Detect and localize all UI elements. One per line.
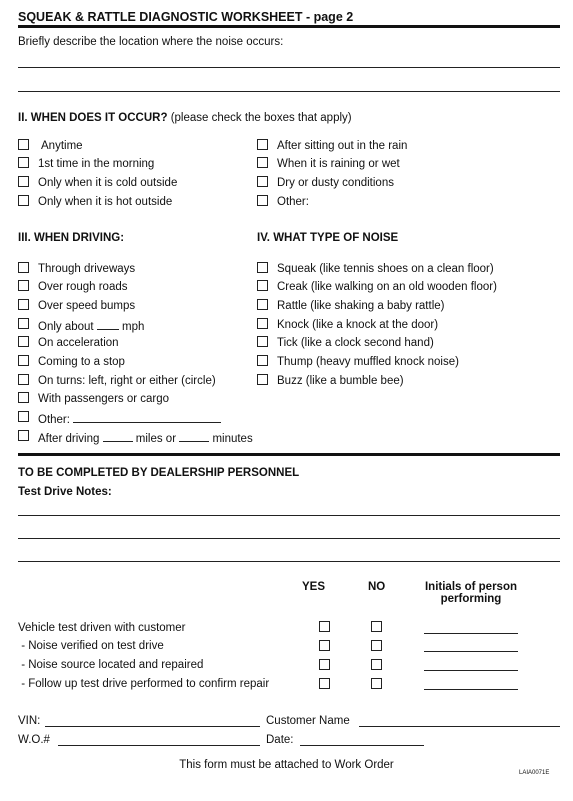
wo-field[interactable]	[58, 745, 260, 746]
checkbox[interactable]	[257, 299, 268, 310]
wo-label: W.O.#	[18, 734, 50, 746]
mph-label: mph	[122, 321, 145, 333]
noise-label: Knock (like a knock at the door)	[277, 319, 439, 331]
checkbox[interactable]	[257, 374, 268, 385]
occur-label: Only when it is hot outside	[38, 196, 173, 208]
col-yes: YES	[302, 581, 326, 593]
driving-label: Over speed bumps	[38, 300, 136, 312]
checkbox[interactable]	[18, 280, 29, 291]
notes-line-2[interactable]	[18, 538, 560, 539]
col-initials-1: Initials of person	[424, 581, 517, 593]
notes-line-3[interactable]	[18, 561, 560, 562]
section4-heading: IV. WHAT TYPE OF NOISE	[257, 232, 399, 244]
driving-label	[38, 412, 221, 426]
driving-label-text: After driving	[38, 433, 100, 445]
occur-label: After sitting out in the rain	[277, 140, 408, 152]
checkbox[interactable]	[18, 336, 29, 347]
checkbox[interactable]	[18, 411, 29, 422]
driving-label: Through driveways	[38, 263, 136, 275]
checkbox[interactable]	[18, 355, 29, 366]
location-line-2[interactable]	[18, 91, 560, 92]
occur-label: Dry or dusty conditions	[277, 177, 394, 189]
dealer-row-yes-checkbox[interactable]	[319, 659, 330, 670]
checkbox[interactable]	[257, 195, 268, 206]
driving-label: With passengers or cargo	[38, 393, 170, 405]
noise-label: Tick (like a clock second hand)	[277, 337, 434, 349]
dealer-row-no-checkbox[interactable]	[371, 640, 382, 651]
dealer-rule	[18, 453, 560, 456]
page-title: SQUEAK & RATTLE DIAGNOSTIC WORKSHEET - page 2	[18, 10, 354, 24]
checkbox[interactable]	[257, 176, 268, 187]
occur-label: 1st time in the morning	[38, 158, 155, 170]
checkbox[interactable]	[257, 280, 268, 291]
occur-label: Anytime	[41, 140, 83, 152]
driving-label	[38, 431, 253, 445]
checkbox[interactable]	[18, 299, 29, 310]
occur-label: Other:	[277, 196, 309, 208]
dealer-heading: TO BE COMPLETED BY DEALERSHIP PERSONNEL	[18, 467, 300, 479]
checkbox[interactable]	[18, 374, 29, 385]
checkbox[interactable]	[257, 355, 268, 366]
form-code: LAIA0071E	[519, 770, 550, 776]
checkbox[interactable]	[257, 262, 268, 273]
col-initials-2: performing	[440, 593, 502, 605]
date-field[interactable]	[300, 745, 424, 746]
dealer-row-no-checkbox[interactable]	[371, 621, 382, 632]
driving-label: Coming to a stop	[38, 356, 125, 368]
customer-name-label: Customer Name	[266, 715, 350, 727]
header-rule	[18, 25, 560, 28]
dealer-row-yes-checkbox[interactable]	[319, 678, 330, 689]
checkbox[interactable]	[257, 139, 268, 150]
location-prompt: Briefly describe the location where the noise occurs:	[18, 36, 284, 48]
occur-label: Only when it is cold outside	[38, 177, 178, 189]
section2-note: (please check the boxes that apply)	[167, 112, 352, 124]
checkbox[interactable]	[257, 336, 268, 347]
dealer-row-label: - Follow up test drive performed to confirm repair	[18, 678, 270, 690]
dealer-row-no-checkbox[interactable]	[371, 659, 382, 670]
minutes-blank[interactable]	[179, 431, 209, 442]
location-line-1[interactable]	[18, 67, 560, 68]
checkbox[interactable]	[257, 157, 268, 168]
noise-label: Thump (heavy muffled knock noise)	[277, 356, 459, 368]
mph-blank[interactable]	[97, 319, 119, 330]
section2-heading: II. WHEN DOES IT OCCUR?	[18, 112, 168, 124]
noise-label: Rattle (like shaking a baby rattle)	[277, 300, 445, 312]
dealer-row-label: Vehicle test driven with customer	[18, 622, 186, 634]
dealer-row-yes-checkbox[interactable]	[319, 621, 330, 632]
checkbox[interactable]	[257, 318, 268, 329]
dealer-row-no-checkbox[interactable]	[371, 678, 382, 689]
checkbox[interactable]	[18, 139, 29, 150]
driving-label: On acceleration	[38, 337, 119, 349]
noise-label: Squeak (like tennis shoes on a clean floor)	[277, 263, 494, 275]
test-drive-notes-label: Test Drive Notes:	[18, 486, 112, 498]
other-blank[interactable]	[73, 412, 221, 423]
noise-label: Creak (like walking on an old wooden floor)	[277, 281, 497, 293]
miles-blank[interactable]	[103, 431, 133, 442]
checkbox[interactable]	[18, 430, 29, 441]
checkbox[interactable]	[18, 392, 29, 403]
driving-label: On turns: left, right or either (circle)	[38, 375, 216, 387]
noise-label: Buzz (like a bumble bee)	[277, 375, 404, 387]
initials-line[interactable]	[424, 670, 518, 671]
dealer-row-label: - Noise verified on test drive	[18, 640, 164, 652]
driving-label-text: Only about	[38, 321, 94, 333]
checkbox[interactable]	[18, 262, 29, 273]
vin-label: VIN:	[18, 715, 41, 727]
initials-line[interactable]	[424, 651, 518, 652]
dealer-row-label: - Noise source located and repaired	[18, 659, 204, 671]
section2-heading-wrap	[18, 113, 352, 125]
initials-line[interactable]	[424, 633, 518, 634]
driving-label: Over rough roads	[38, 281, 128, 293]
section3-heading: III. WHEN DRIVING:	[18, 232, 125, 244]
occur-label: When it is raining or wet	[277, 158, 400, 170]
driving-label	[38, 319, 144, 333]
footer-note: This form must be attached to Work Order	[179, 759, 394, 771]
vin-field[interactable]	[45, 726, 260, 727]
initials-line[interactable]	[424, 689, 518, 690]
miles-label: miles or	[135, 433, 177, 445]
checkbox[interactable]	[18, 318, 29, 329]
checkbox[interactable]	[18, 157, 29, 168]
driving-label-text: Other:	[38, 414, 70, 426]
checkbox[interactable]	[18, 195, 29, 206]
date-label: Date:	[266, 734, 294, 746]
minutes-label: minutes	[212, 433, 253, 445]
checkbox[interactable]	[18, 176, 29, 187]
notes-line-1[interactable]	[18, 515, 560, 516]
dealer-row-yes-checkbox[interactable]	[319, 640, 330, 651]
customer-name-field[interactable]	[359, 726, 560, 727]
col-no: NO	[368, 581, 386, 593]
